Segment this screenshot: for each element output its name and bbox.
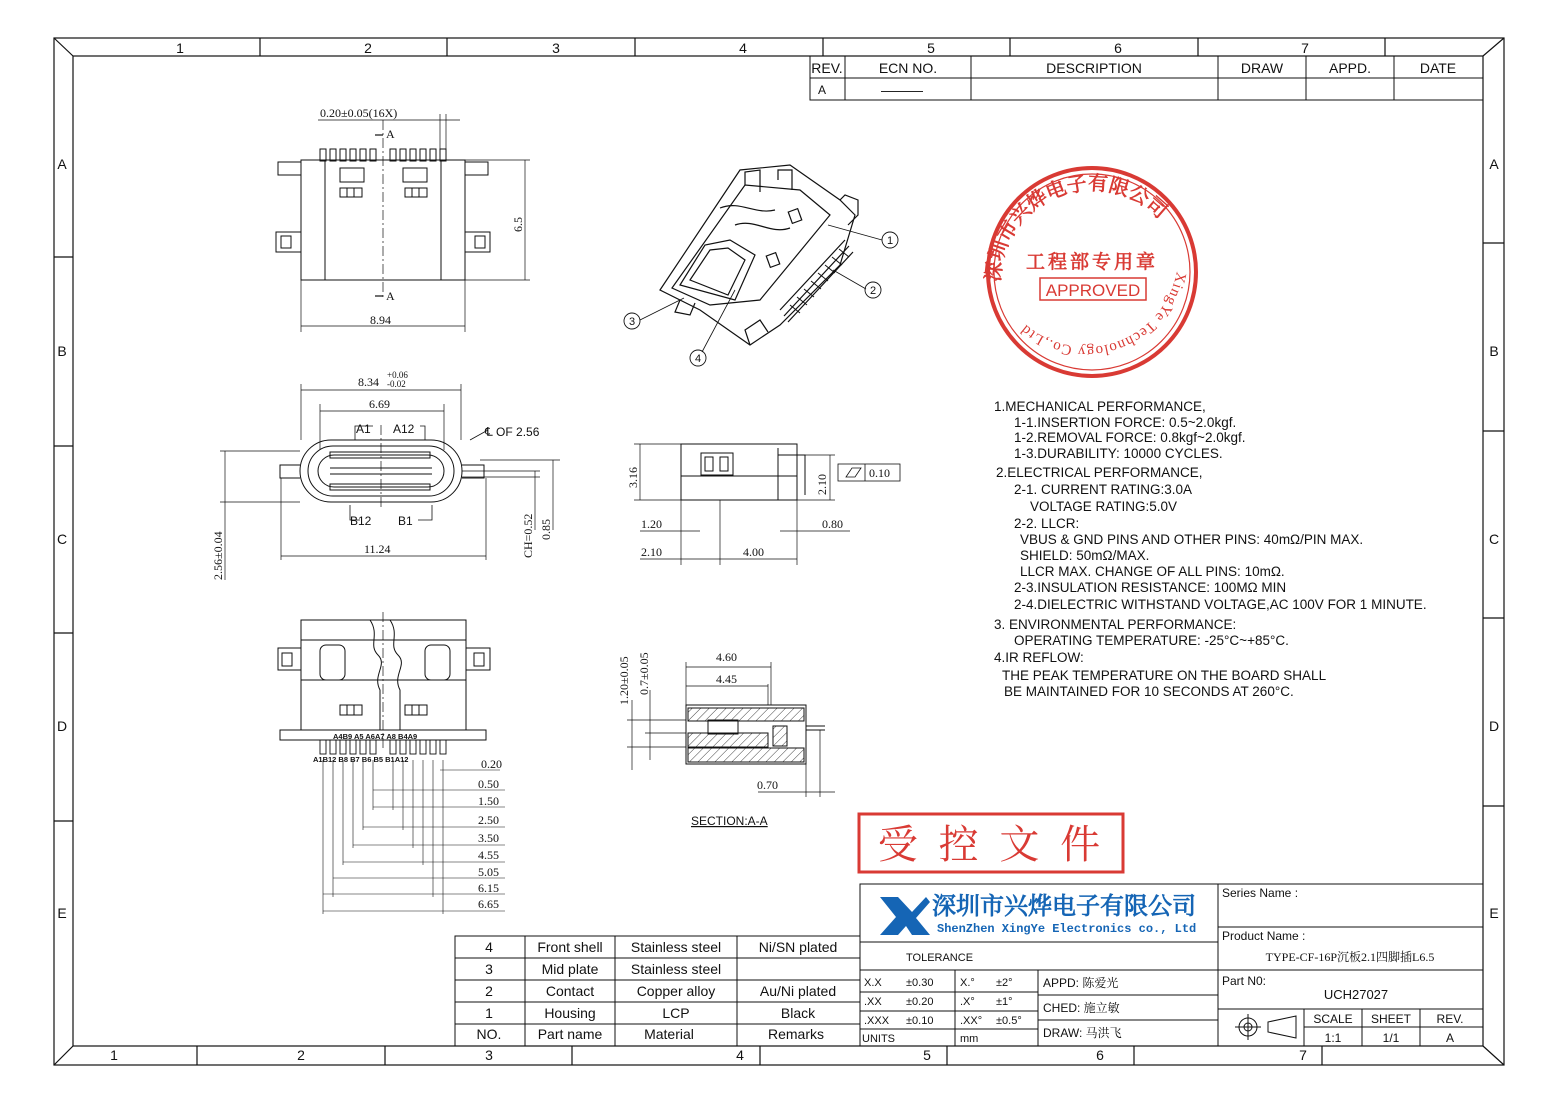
zone-right-c: C — [1488, 531, 1500, 547]
note-16: 4.IR REFLOW: — [994, 650, 1084, 665]
units-label: UNITS — [862, 1033, 895, 1045]
note-4: 1-3.DURABILITY: 10000 CYCLES. — [1014, 446, 1223, 461]
bottom-dim-350: 3.50 — [478, 831, 499, 845]
section-v1-dim: 1.20±0.05 — [617, 656, 631, 705]
zone-left-a: A — [57, 156, 67, 172]
ched-field: CHED: 施立敏 — [1043, 1001, 1120, 1015]
bom-table — [455, 936, 860, 1046]
approval-stamp — [981, 168, 1196, 376]
tol-r2-c2: ±0.20 — [906, 996, 934, 1008]
tol-r3-c2: ±0.10 — [906, 1015, 934, 1027]
note-18: BE MAINTAINED FOR 10 SECONDS AT 260°C. — [1004, 684, 1294, 699]
stamp-status: APPROVED — [1045, 281, 1141, 300]
front-ch-dim: CH=0.52 — [521, 513, 535, 558]
revision-table — [810, 56, 1483, 100]
zone-bottom-6: 6 — [1096, 1047, 1104, 1063]
zone-bottom-1: 1 — [110, 1047, 118, 1063]
bom-row3-part: Contact — [545, 983, 595, 999]
centerline-label: ℄ OF 2.56 — [485, 425, 540, 439]
rev-row-rev: A — [817, 83, 827, 97]
bottom-dim-150: 1.50 — [478, 794, 499, 808]
scale-label: SCALE — [1313, 1012, 1353, 1026]
bom-row4-no: 1 — [485, 1005, 493, 1021]
top-view-section-mark-bottom: A — [386, 289, 395, 303]
front-inner-dim: 6.69 — [369, 397, 390, 411]
side-d400: 4.00 — [743, 545, 764, 559]
tol-r2-c4: ±1° — [996, 996, 1013, 1008]
section-w1-dim: 4.60 — [716, 650, 737, 664]
zone-bottom-2: 2 — [297, 1047, 305, 1063]
bom-row2-part: Mid plate — [541, 961, 599, 977]
bom-row4-part: Housing — [544, 1005, 596, 1021]
rev-row-ecn: ——— — [881, 82, 923, 98]
zone-right-a: A — [1489, 156, 1499, 172]
section-w2-dim: 4.45 — [716, 672, 737, 686]
bottom-dim-050: 0.50 — [478, 777, 499, 791]
bottom-pin-top-labels: A4B9 A5 A6A7 A8 B4A9 — [333, 732, 418, 741]
tolerance-label: TOLERANCE — [906, 952, 974, 964]
bottom-dim-455: 4.55 — [478, 848, 499, 862]
zone-bottom-4: 4 — [736, 1047, 744, 1063]
note-1: 1.MECHANICAL PERFORMANCE, — [994, 399, 1206, 414]
stamp-dept: 工程部专用章 — [1025, 251, 1159, 273]
side-h1-dim: 3.16 — [626, 467, 640, 488]
isometric-view — [624, 165, 898, 366]
controlled-document-label — [859, 814, 1123, 872]
front-ch2-dim: 0.85 — [539, 519, 553, 540]
note-17: THE PEAK TEMPERATURE ON THE BOARD SHALL — [1002, 668, 1327, 683]
sheet-value: 1/1 — [1382, 1031, 1400, 1045]
callout-4: 4 — [694, 353, 702, 365]
bom-row3-material: Copper alloy — [636, 983, 716, 999]
part-value: UCH27027 — [1323, 987, 1389, 1002]
controlled-label-text: 受 控 文 件 — [877, 822, 1105, 868]
rev-label: REV. — [1436, 1012, 1464, 1026]
note-11: LLCR MAX. CHANGE OF ALL PINS: 10mΩ. — [1020, 564, 1285, 579]
note-8: 2-2. LLCR: — [1014, 516, 1080, 531]
bom-header-part: Part name — [537, 1026, 603, 1042]
side-h2-dim: 2.10 — [815, 474, 829, 495]
zone-labels — [57, 40, 1499, 1063]
bom-row2-material: Stainless steel — [630, 961, 722, 977]
draw-field: DRAW: 马洪飞 — [1043, 1026, 1122, 1040]
tol-r3-c3: .XX° — [960, 1015, 983, 1027]
bom-row2-no: 3 — [485, 961, 493, 977]
note-10: SHIELD: 50mΩ/MAX. — [1020, 548, 1150, 563]
rev-value: A — [1445, 1031, 1455, 1045]
section-w3-dim: 0.70 — [757, 778, 778, 792]
zone-bottom-7: 7 — [1299, 1047, 1307, 1063]
note-15: OPERATING TEMPERATURE: -25°C~+85°C. — [1014, 633, 1289, 648]
company-logo — [880, 897, 930, 935]
scale-value: 1:1 — [1324, 1031, 1342, 1045]
bom-row1-no: 4 — [485, 939, 493, 955]
bom-row3-no: 2 — [485, 983, 493, 999]
zone-bottom-3: 3 — [485, 1047, 493, 1063]
zone-top-4: 4 — [739, 40, 747, 56]
note-7: VOLTAGE RATING:5.0V — [1030, 499, 1178, 514]
front-outer-dim: 8.34 — [358, 375, 379, 389]
front-height-dim: 2.56±0.04 — [211, 531, 225, 580]
callout-3: 3 — [628, 316, 636, 328]
company-name-cn: 深圳市兴烨电子有限公司 — [932, 892, 1196, 920]
tol-r1-c1: X.X — [864, 977, 882, 989]
bom-header-remarks: Remarks — [767, 1026, 825, 1042]
tol-r2-c1: .XX — [864, 996, 882, 1008]
zone-top-1: 1 — [176, 40, 184, 56]
pin-b12-label: B12 — [350, 514, 372, 528]
section-title: SECTION:A-A — [691, 814, 768, 828]
zone-top-2: 2 — [364, 40, 372, 56]
tol-r2-c3: .X° — [960, 996, 975, 1008]
front-outer-tol-up: +0.06 — [387, 370, 408, 380]
product-value: TYPE-CF-16P沉板2.1四脚插L6.5 — [1265, 950, 1435, 964]
bom-row1-remarks: Ni/SN plated — [758, 939, 838, 955]
appd-field: APPD: 陈爱光 — [1043, 976, 1119, 990]
front-overall-dim: 11.24 — [364, 542, 391, 556]
product-label: Product Name : — [1222, 929, 1306, 943]
note-6: 2-1. CURRENT RATING:3.0A — [1014, 482, 1193, 497]
bom-row4-remarks: Black — [780, 1005, 816, 1021]
bom-header-material: Material — [644, 1026, 694, 1042]
bottom-pin-bottom-labels: A1B12 B8 B7 B6 B5 B1A12 — [313, 755, 409, 764]
rev-header-date: DATE — [1419, 60, 1457, 76]
note-13: 2-4.DIELECTRIC WITHSTAND VOLTAGE,AC 100V FOR 1 MINUTE. — [1014, 597, 1427, 612]
note-9: VBUS & GND PINS AND OTHER PINS: 40mΩ/PIN MAX. — [1020, 532, 1364, 547]
rev-header-draw: DRAW — [1240, 60, 1284, 76]
side-d120: 1.20 — [641, 517, 662, 531]
bottom-dim-615: 6.15 — [478, 881, 499, 895]
bottom-dim-250: 2.50 — [478, 813, 499, 827]
tol-r3-c1: .XXX — [864, 1015, 890, 1027]
title-block — [860, 884, 1483, 1046]
sheet-frame — [54, 38, 1504, 1065]
note-12: 2-3.INSULATION RESISTANCE: 100MΩ MIN — [1014, 580, 1287, 595]
front-outer-tol-dn: -0.02 — [387, 379, 406, 389]
note-3: 1-2.REMOVAL FORCE: 0.8kgf~2.0kgf. — [1014, 430, 1246, 445]
note-5: 2.ELECTRICAL PERFORMANCE, — [996, 465, 1203, 480]
zone-top-3: 3 — [552, 40, 560, 56]
rev-header-ecn: ECN NO. — [878, 60, 938, 76]
top-view-width-dim: 8.94 — [370, 313, 391, 327]
top-view-height-dim: 6.5 — [511, 217, 525, 232]
rev-header-rev: REV. — [811, 60, 843, 76]
callout-1: 1 — [886, 235, 894, 247]
bottom-dim-020: 0.20 — [481, 757, 502, 771]
bom-row4-material: LCP — [662, 1005, 690, 1021]
zone-right-e: E — [1489, 905, 1499, 921]
stamp-english-arc: XingYe Technology Co.,Ltd — [1017, 270, 1189, 360]
zone-left-c: C — [56, 531, 68, 547]
company-name-en: ShenZhen XingYe Electronics co., Ltd — [937, 922, 1197, 936]
bottom-dim-505: 5.05 — [478, 865, 499, 879]
zone-top-6: 6 — [1114, 40, 1122, 56]
tol-r1-c4: ±2° — [996, 977, 1013, 989]
side-flatness: 0.10 — [869, 466, 890, 480]
sheet-label: SHEET — [1370, 1012, 1412, 1026]
bom-row1-part: Front shell — [537, 939, 603, 955]
tol-r3-c4: ±0.5° — [996, 1015, 1022, 1027]
top-view — [276, 114, 530, 332]
pin-a1-label: A1 — [356, 422, 371, 436]
projection-symbol-icon — [1235, 1014, 1296, 1040]
series-label: Series Name : — [1222, 886, 1299, 900]
zone-left-e: E — [57, 905, 67, 921]
bom-header-no: NO. — [476, 1026, 502, 1042]
note-14: 3. ENVIRONMENTAL PERFORMANCE: — [994, 617, 1237, 632]
zone-top-7: 7 — [1301, 40, 1309, 56]
callout-2: 2 — [869, 285, 877, 297]
zone-right-b: B — [1489, 343, 1499, 359]
pin-a12-label: A12 — [393, 422, 415, 436]
note-2: 1-1.INSERTION FORCE: 0.5~2.0kgf. — [1014, 415, 1237, 430]
part-label: Part N0: — [1222, 974, 1267, 988]
pin-b1-label: B1 — [398, 514, 413, 528]
bom-row3-remarks: Au/Ni plated — [759, 983, 837, 999]
units-value: mm — [960, 1033, 979, 1045]
zone-left-b: B — [57, 343, 67, 359]
bom-row1-material: Stainless steel — [630, 939, 722, 955]
top-view-pitch-dim: 0.20±0.05(16X) — [320, 106, 398, 120]
tol-r1-c2: ±0.30 — [906, 977, 934, 989]
zone-bottom-5: 5 — [923, 1047, 931, 1063]
zone-right-d: D — [1488, 718, 1500, 734]
side-view — [634, 444, 900, 565]
side-d080: 0.80 — [822, 517, 843, 531]
technical-notes — [994, 399, 1427, 699]
zone-left-d: D — [56, 718, 68, 734]
section-v2-dim: 0.7±0.05 — [637, 652, 651, 695]
stamp-company-arc: 深圳市兴烨电子有限公司 — [980, 170, 1173, 283]
bottom-dim-665: 6.65 — [478, 897, 499, 911]
zone-top-5: 5 — [927, 40, 935, 56]
rev-header-description: DESCRIPTION — [1046, 60, 1142, 76]
side-d210: 2.10 — [641, 545, 662, 559]
tol-r1-c3: X.° — [960, 977, 975, 989]
top-view-section-mark-top: A — [386, 127, 395, 141]
rev-header-appd: APPD. — [1328, 60, 1372, 76]
